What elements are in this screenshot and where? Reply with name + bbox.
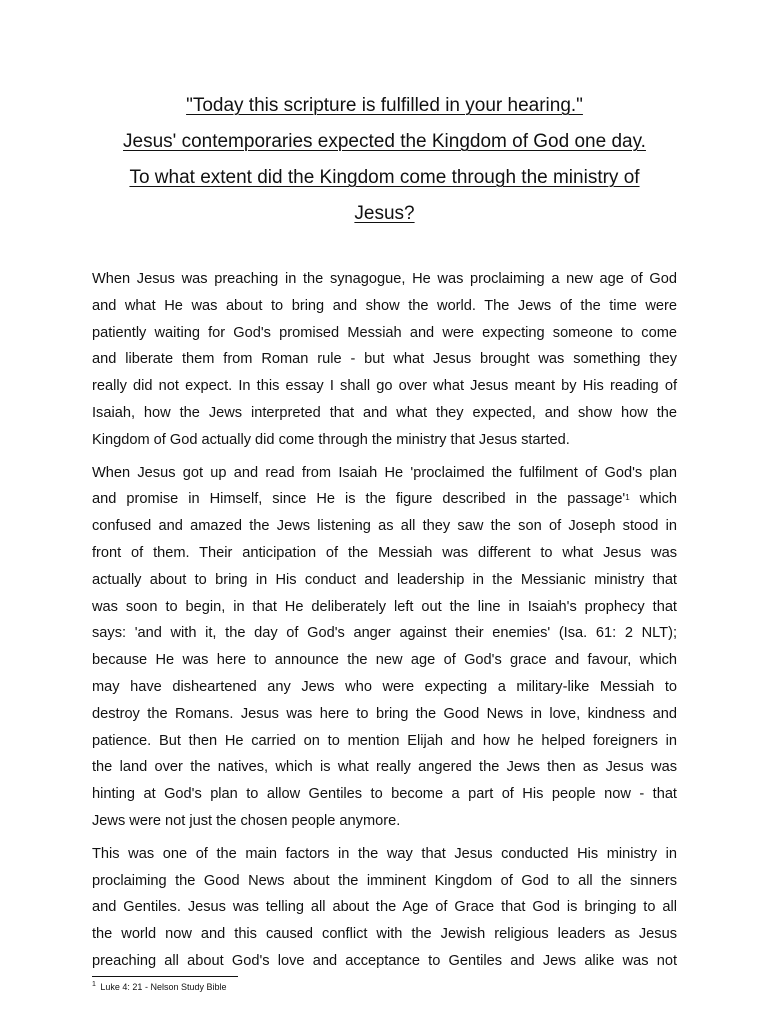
text-line: front of them. Their anticipation of the Messiah was different to what Jesus was	[92, 544, 677, 561]
text-line: When Jesus got up and read from Isaiah He 'proclaimed the fulfilment of God's plan	[92, 464, 677, 481]
title-line-2: Jesus' contemporaries expected the Kingdom of God one day.	[123, 131, 646, 152]
text-line: actually about to bring in His conduct and leadership in the Messianic ministry that	[92, 571, 677, 588]
text-line: and liberate them from Roman rule - but what Jesus brought was something they	[92, 351, 677, 368]
essay-title	[92, 88, 677, 232]
text-line: confused and amazed the Jews listening as all they saw the son of Joseph stood in	[92, 518, 677, 535]
text-line: preaching all about God's love and acceptance to Gentiles and Jews alike was not	[92, 952, 677, 969]
footnote	[92, 981, 226, 993]
text-line: Kingdom of God actually did come through the ministry that Jesus started.	[92, 431, 570, 448]
text-line: really did not expect. In this essay I shall go over what Jesus meant by His reading of	[92, 378, 677, 395]
essay-body	[92, 266, 677, 981]
paragraph-1	[92, 266, 677, 454]
paragraph-2	[92, 460, 677, 835]
text-line: the land over the natives, which is what really angered the Jews then as Jesus was	[92, 759, 677, 776]
paragraph-3	[92, 841, 677, 975]
footnote-text: Luke 4: 21 - Nelson Study Bible	[97, 982, 227, 992]
text-line: proclaiming the Good News about the imminent Kingdom of God to all the sinners	[92, 872, 677, 889]
text-line-with-footnote-ref	[92, 486, 677, 513]
text-line: says: 'and with it, the day of God's anger against their enemies' (Isa. 61: 2 NLT);	[92, 625, 677, 642]
text-fragment: which	[629, 491, 677, 508]
text-line: patiently waiting for God's promised Messiah and were expecting someone to come	[92, 324, 677, 341]
title-line-1: "Today this scripture is fulfilled in your hearing."	[186, 95, 583, 116]
text-line: and what He was about to bring and show the world. The Jews of the time were	[92, 297, 677, 314]
footnote-divider	[92, 976, 238, 977]
text-line: was soon to begin, in that He deliberately left out the line in Isaiah's prophecy that	[92, 598, 677, 615]
text-line: may have disheartened any Jews who were expecting a military-like Messiah to	[92, 678, 677, 695]
text-line: hinting at God's plan to allow Gentiles to become a part of His people now - that	[92, 786, 677, 803]
footnote-mark: 1	[92, 981, 96, 988]
title-line-3: To what extent did the Kingdom come through the ministry of	[129, 167, 640, 188]
text-line: because He was here to announce the new age of God's grace and favour, which	[92, 652, 677, 669]
text-line: and Gentiles. Jesus was telling all about the Age of Grace that God is bringing to all	[92, 899, 677, 916]
title-line-4: Jesus?	[354, 203, 415, 224]
text-line: Jews were not just the chosen people anymore.	[92, 812, 401, 829]
text-line: Isaiah, how the Jews interpreted that and what they expected, and show how the	[92, 404, 677, 421]
text-line: patience. But then He carried on to mention Elijah and how he helped foreigners in	[92, 732, 677, 749]
text-fragment: and promise in Himself, since He is the figure described in the passage'	[92, 491, 626, 508]
text-line: destroy the Romans. Jesus was here to bring the Good News in love, kindness and	[92, 705, 677, 722]
text-line: When Jesus was preaching in the synagogue, He was proclaiming a new age of God	[92, 271, 677, 287]
text-line: This was one of the main factors in the way that Jesus conducted His ministry in	[92, 845, 677, 862]
text-line: the world now and this caused conflict with the Jewish religious leaders as Jesus	[92, 926, 677, 943]
footnote-reference[interactable]: 1	[625, 493, 630, 503]
